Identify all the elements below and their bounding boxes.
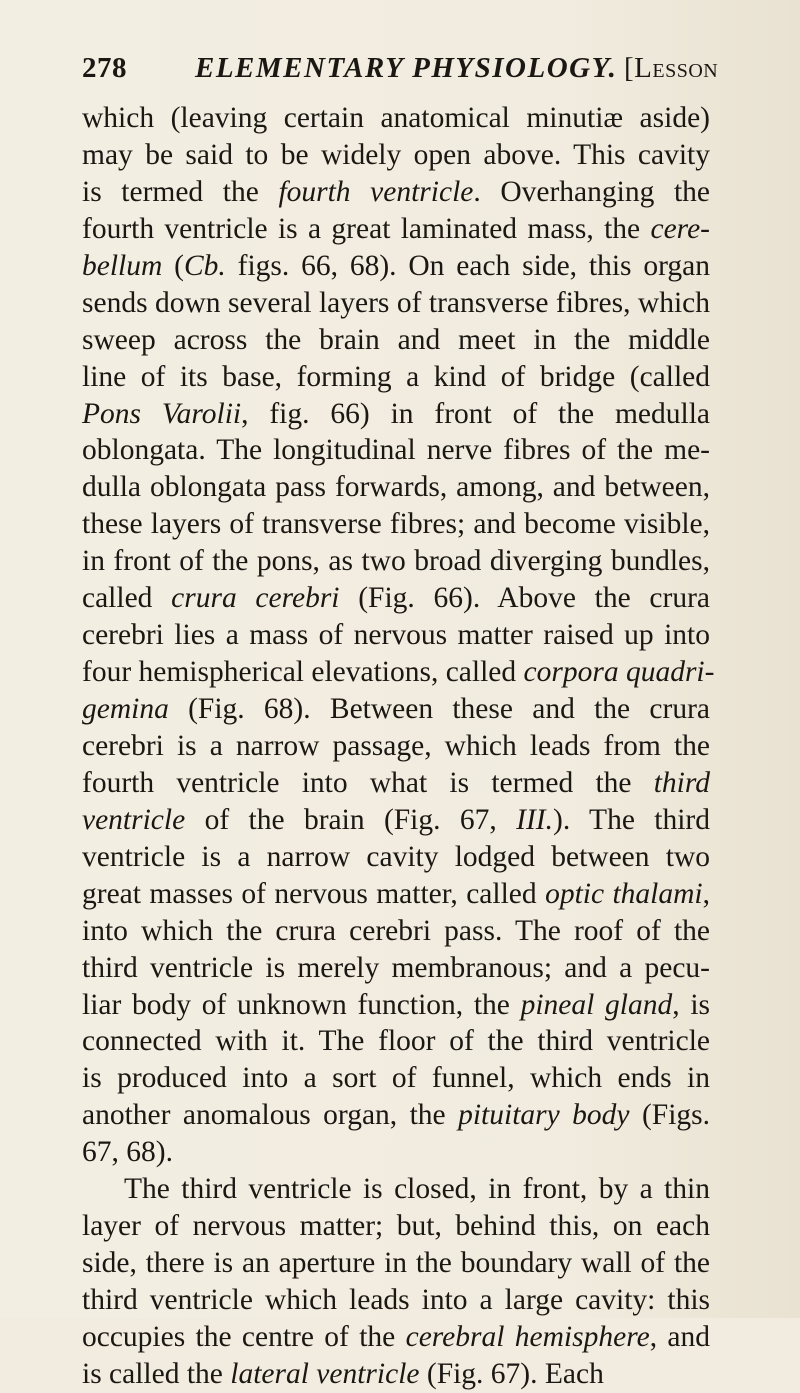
text-segment: figs. 66, 68). On each side, this organ: [225, 249, 710, 282]
text-segment: , fig. 66) in front of the medulla: [241, 397, 710, 430]
section-label: [Lesson: [624, 52, 719, 84]
text-line: [82, 1319, 710, 1356]
text-segment: layer of nervous matter; but, behind this, on each: [82, 1210, 710, 1243]
text-line: [82, 506, 710, 543]
text-segment: occupies the centre of the: [82, 1320, 406, 1353]
text-segment: oblongata. The longitudinal nerve fibres of the me-: [82, 434, 710, 467]
text-line: [82, 1097, 710, 1134]
text-segment: connected with it. The floor of the third ventricle: [82, 1025, 710, 1058]
italic-text: third: [653, 766, 710, 799]
page-number: 278: [82, 52, 127, 84]
text-segment: these layers of transverse fibres; and become visible,: [82, 508, 710, 541]
italic-text: cerebral hemisphere: [405, 1320, 650, 1353]
text-line: [82, 950, 710, 987]
text-segment: cerebri lies a mass of nervous matter raised up into: [82, 619, 710, 652]
italic-text: ventricle: [82, 803, 186, 836]
text-line: [82, 1023, 710, 1060]
text-segment: four hemispherical elevations, called: [82, 656, 524, 689]
text-segment: fourth ventricle is a great laminated mass, the: [82, 212, 651, 245]
text-line: [82, 1282, 710, 1319]
italic-text: Cb.: [183, 249, 226, 282]
text-segment: called: [82, 582, 172, 615]
text-segment: (: [162, 249, 184, 282]
text-segment: (Fig. 67). Each: [419, 1357, 604, 1390]
text-segment: is termed the: [82, 175, 279, 208]
text-line: [82, 469, 710, 506]
text-line: [82, 100, 710, 137]
text-line: [82, 987, 710, 1024]
text-line: [82, 580, 710, 617]
text-segment: sweep across the brain and meet in the middle: [82, 323, 710, 356]
text-segment: of the brain (Fig. 67,: [185, 803, 517, 836]
text-segment: fourth ventricle into what is termed the: [82, 766, 654, 799]
text-segment: third ventricle which leads into a large cavity: this: [82, 1284, 710, 1316]
italic-text: pineal gland: [520, 988, 673, 1021]
italic-text: fourth ventricle: [278, 175, 474, 208]
text-line: [82, 876, 710, 913]
italic-text: III.: [516, 803, 553, 836]
text-segment: (Fig. 66). Above the crura: [339, 582, 710, 615]
text-line: [82, 137, 710, 174]
text-segment: ). The third: [553, 803, 711, 836]
text-segment: dulla oblongata pass forwards, among, and between,: [82, 471, 710, 504]
italic-text: cere-: [650, 212, 710, 245]
text-line: [82, 322, 710, 359]
text-line: [82, 839, 710, 876]
text-segment: is produced into a sort of funnel, which ends in: [82, 1062, 710, 1095]
text-segment: another anomalous organ, the: [82, 1099, 459, 1132]
text-line: [82, 396, 710, 433]
text-line: [82, 543, 710, 580]
text-segment: sends down several layers of transverse fibres, which: [82, 286, 710, 319]
text-line: [82, 1245, 710, 1282]
text-line: [82, 1060, 710, 1097]
italic-text: Pons Varolii: [82, 397, 242, 430]
italic-text: lateral ventricle: [230, 1357, 420, 1390]
text-line: [82, 617, 710, 654]
text-segment: ,: [702, 877, 710, 910]
text-line: [82, 285, 710, 322]
text-line: [82, 691, 710, 728]
text-segment: into which the crura cerebri pass. The roof of the: [82, 914, 710, 947]
text-segment: cerebri is a narrow passage, which leads from the: [82, 729, 710, 762]
running-header: [82, 46, 782, 90]
text-line: [82, 211, 710, 248]
text-line: [82, 765, 710, 802]
running-title: ELEMENTARY PHYSIOLOGY.: [195, 52, 618, 84]
text-line: [82, 432, 710, 469]
text-segment: side, there is an aperture in the boundary wall of the: [82, 1247, 710, 1280]
text-segment: great masses of nervous matter, called: [82, 877, 546, 910]
text-segment: ventricle is a narrow cavity lodged between two: [82, 840, 710, 873]
text-line: [82, 654, 715, 691]
text-line: [82, 1208, 710, 1245]
italic-text: gemina: [82, 693, 169, 725]
text-line: [82, 728, 710, 765]
text-segment: (Figs.: [629, 1099, 710, 1132]
text-segment: which (leaving certain anatomical minutiæ aside): [82, 102, 710, 134]
text-line: [82, 359, 710, 396]
text-segment: line of its base, forming a kind of bridge (called: [82, 360, 710, 393]
text-segment: liar body of unknown function, the: [82, 988, 521, 1021]
text-line: [82, 1356, 710, 1393]
text-segment: , and: [649, 1320, 710, 1353]
text-line: [82, 1134, 710, 1171]
text-line: [82, 174, 710, 211]
italic-text: optic thalami: [545, 877, 703, 910]
italic-text: pituitary body: [458, 1099, 630, 1132]
text-segment: may be said to be widely open above. This cavity: [82, 138, 710, 171]
text-segment: . Overhanging the: [473, 175, 710, 208]
body-text: [82, 100, 715, 1393]
text-segment: The third ventricle is closed, in front, by a thin: [124, 1173, 710, 1206]
italic-text: corpora quadri-: [523, 656, 715, 689]
text-line: [82, 913, 710, 950]
text-segment: , is: [672, 988, 710, 1021]
text-segment: 67, 68).: [82, 1136, 173, 1169]
text-segment: is called the: [82, 1357, 231, 1390]
text-line: [82, 248, 710, 285]
italic-text: crura cerebri: [171, 582, 340, 615]
italic-text: bellum: [82, 249, 163, 282]
text-segment: third ventricle is merely membranous; and a pecu-: [82, 951, 710, 984]
text-segment: in front of the pons, as two broad diverging bundles,: [82, 545, 710, 578]
text-line: [82, 1171, 710, 1208]
text-line: [82, 802, 710, 839]
text-segment: (Fig. 68). Between these and the crura: [168, 693, 710, 725]
